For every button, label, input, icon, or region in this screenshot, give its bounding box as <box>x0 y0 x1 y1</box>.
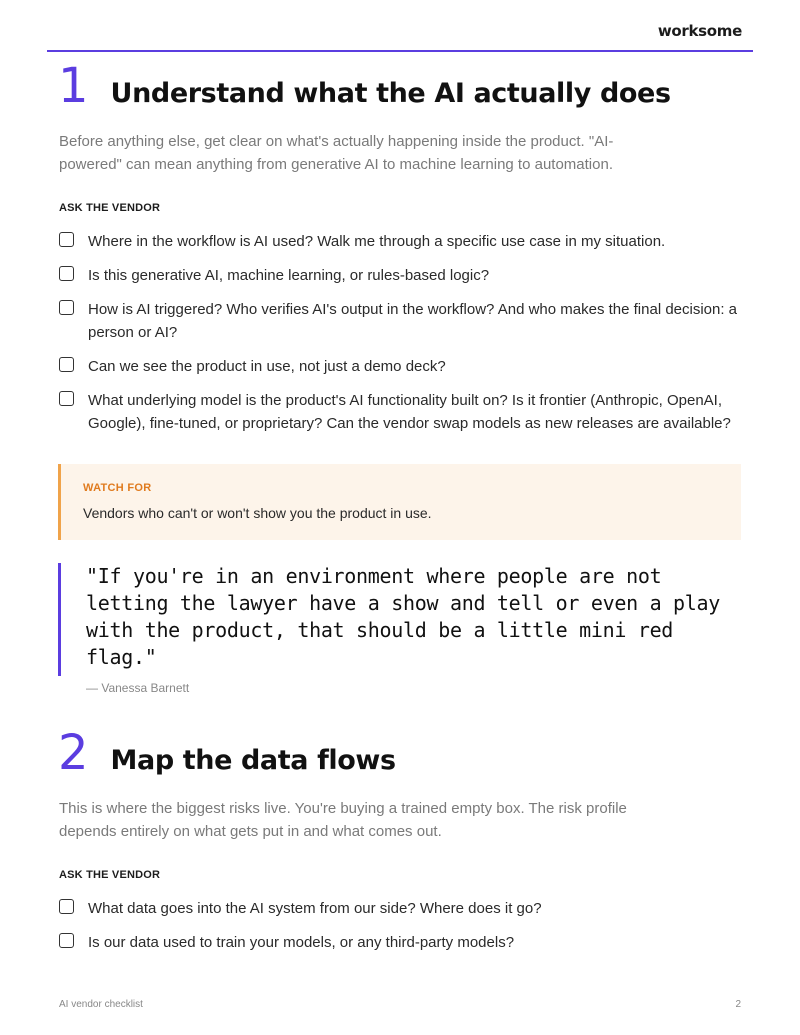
section-2-number: 2 <box>58 725 89 781</box>
section-2-ask-label: ASK THE VENDOR <box>59 869 161 881</box>
checklist-item: Is this generative AI, machine learning, or rules-based logic? <box>59 264 749 287</box>
checkbox[interactable] <box>59 391 74 406</box>
checkbox[interactable] <box>59 899 74 914</box>
watch-for-label: WATCH FOR <box>83 482 152 494</box>
quote-text: "If you're in an environment where people are not letting the lawyer have a show and tell or even a play with the product, that should be a little mini red flag." <box>86 564 721 669</box>
worksome-logo: worksome <box>657 22 742 40</box>
checklist-item: Where in the workflow is AI used? Walk me through a specific use case in my situation. <box>59 230 749 253</box>
section-1-ask-label: ASK THE VENDOR <box>59 202 161 214</box>
section-2-header <box>58 725 396 781</box>
checkbox[interactable] <box>59 300 74 315</box>
checkbox[interactable] <box>59 232 74 247</box>
checklist-item: Is our data used to train your models, or any third-party models? <box>59 931 749 954</box>
checklist-item: Can we see the product in use, not just a demo deck? <box>59 355 749 378</box>
section-2-checklist <box>59 897 749 965</box>
checklist-item: What data goes into the AI system from our side? Where does it go? <box>59 897 749 920</box>
section-1-header <box>58 58 671 114</box>
section-1-heading: Understand what the AI actually does <box>110 78 671 109</box>
section-2-intro: This is where the biggest risks live. You're buying a trained empty box. The risk profile depends entirely on what gets put in and what comes out. <box>59 800 627 840</box>
footer-title: AI vendor checklist <box>59 999 143 1010</box>
section-2-heading: Map the data flows <box>110 745 396 776</box>
checklist-item: How is AI triggered? Who verifies AI's output in the workflow? And who makes the final decision: a person or AI? <box>59 298 749 344</box>
quote-author: — Vanessa Barnett <box>86 681 190 695</box>
section-1-number: 1 <box>58 58 89 114</box>
watch-for-callout <box>58 464 741 540</box>
header-rule <box>47 50 753 52</box>
checkbox[interactable] <box>59 357 74 372</box>
section-1-intro: Before anything else, get clear on what's actually happening inside the product. "AI-powered" can mean anything from generative AI to machine learning to automation. <box>59 133 614 173</box>
watch-for-text: Vendors who can't or won't show you the product in use. <box>83 505 432 521</box>
checkbox[interactable] <box>59 266 74 281</box>
pull-quote <box>58 563 748 695</box>
checkbox[interactable] <box>59 933 74 948</box>
checklist-item: What underlying model is the product's AI functionality built on? Is it frontier (Anthropic, OpenAI, Google), fine-tuned, or proprietary? Can the vendor swap models as new releases are available? <box>59 389 749 435</box>
section-1-checklist <box>59 230 749 446</box>
page-number: 2 <box>735 999 741 1010</box>
